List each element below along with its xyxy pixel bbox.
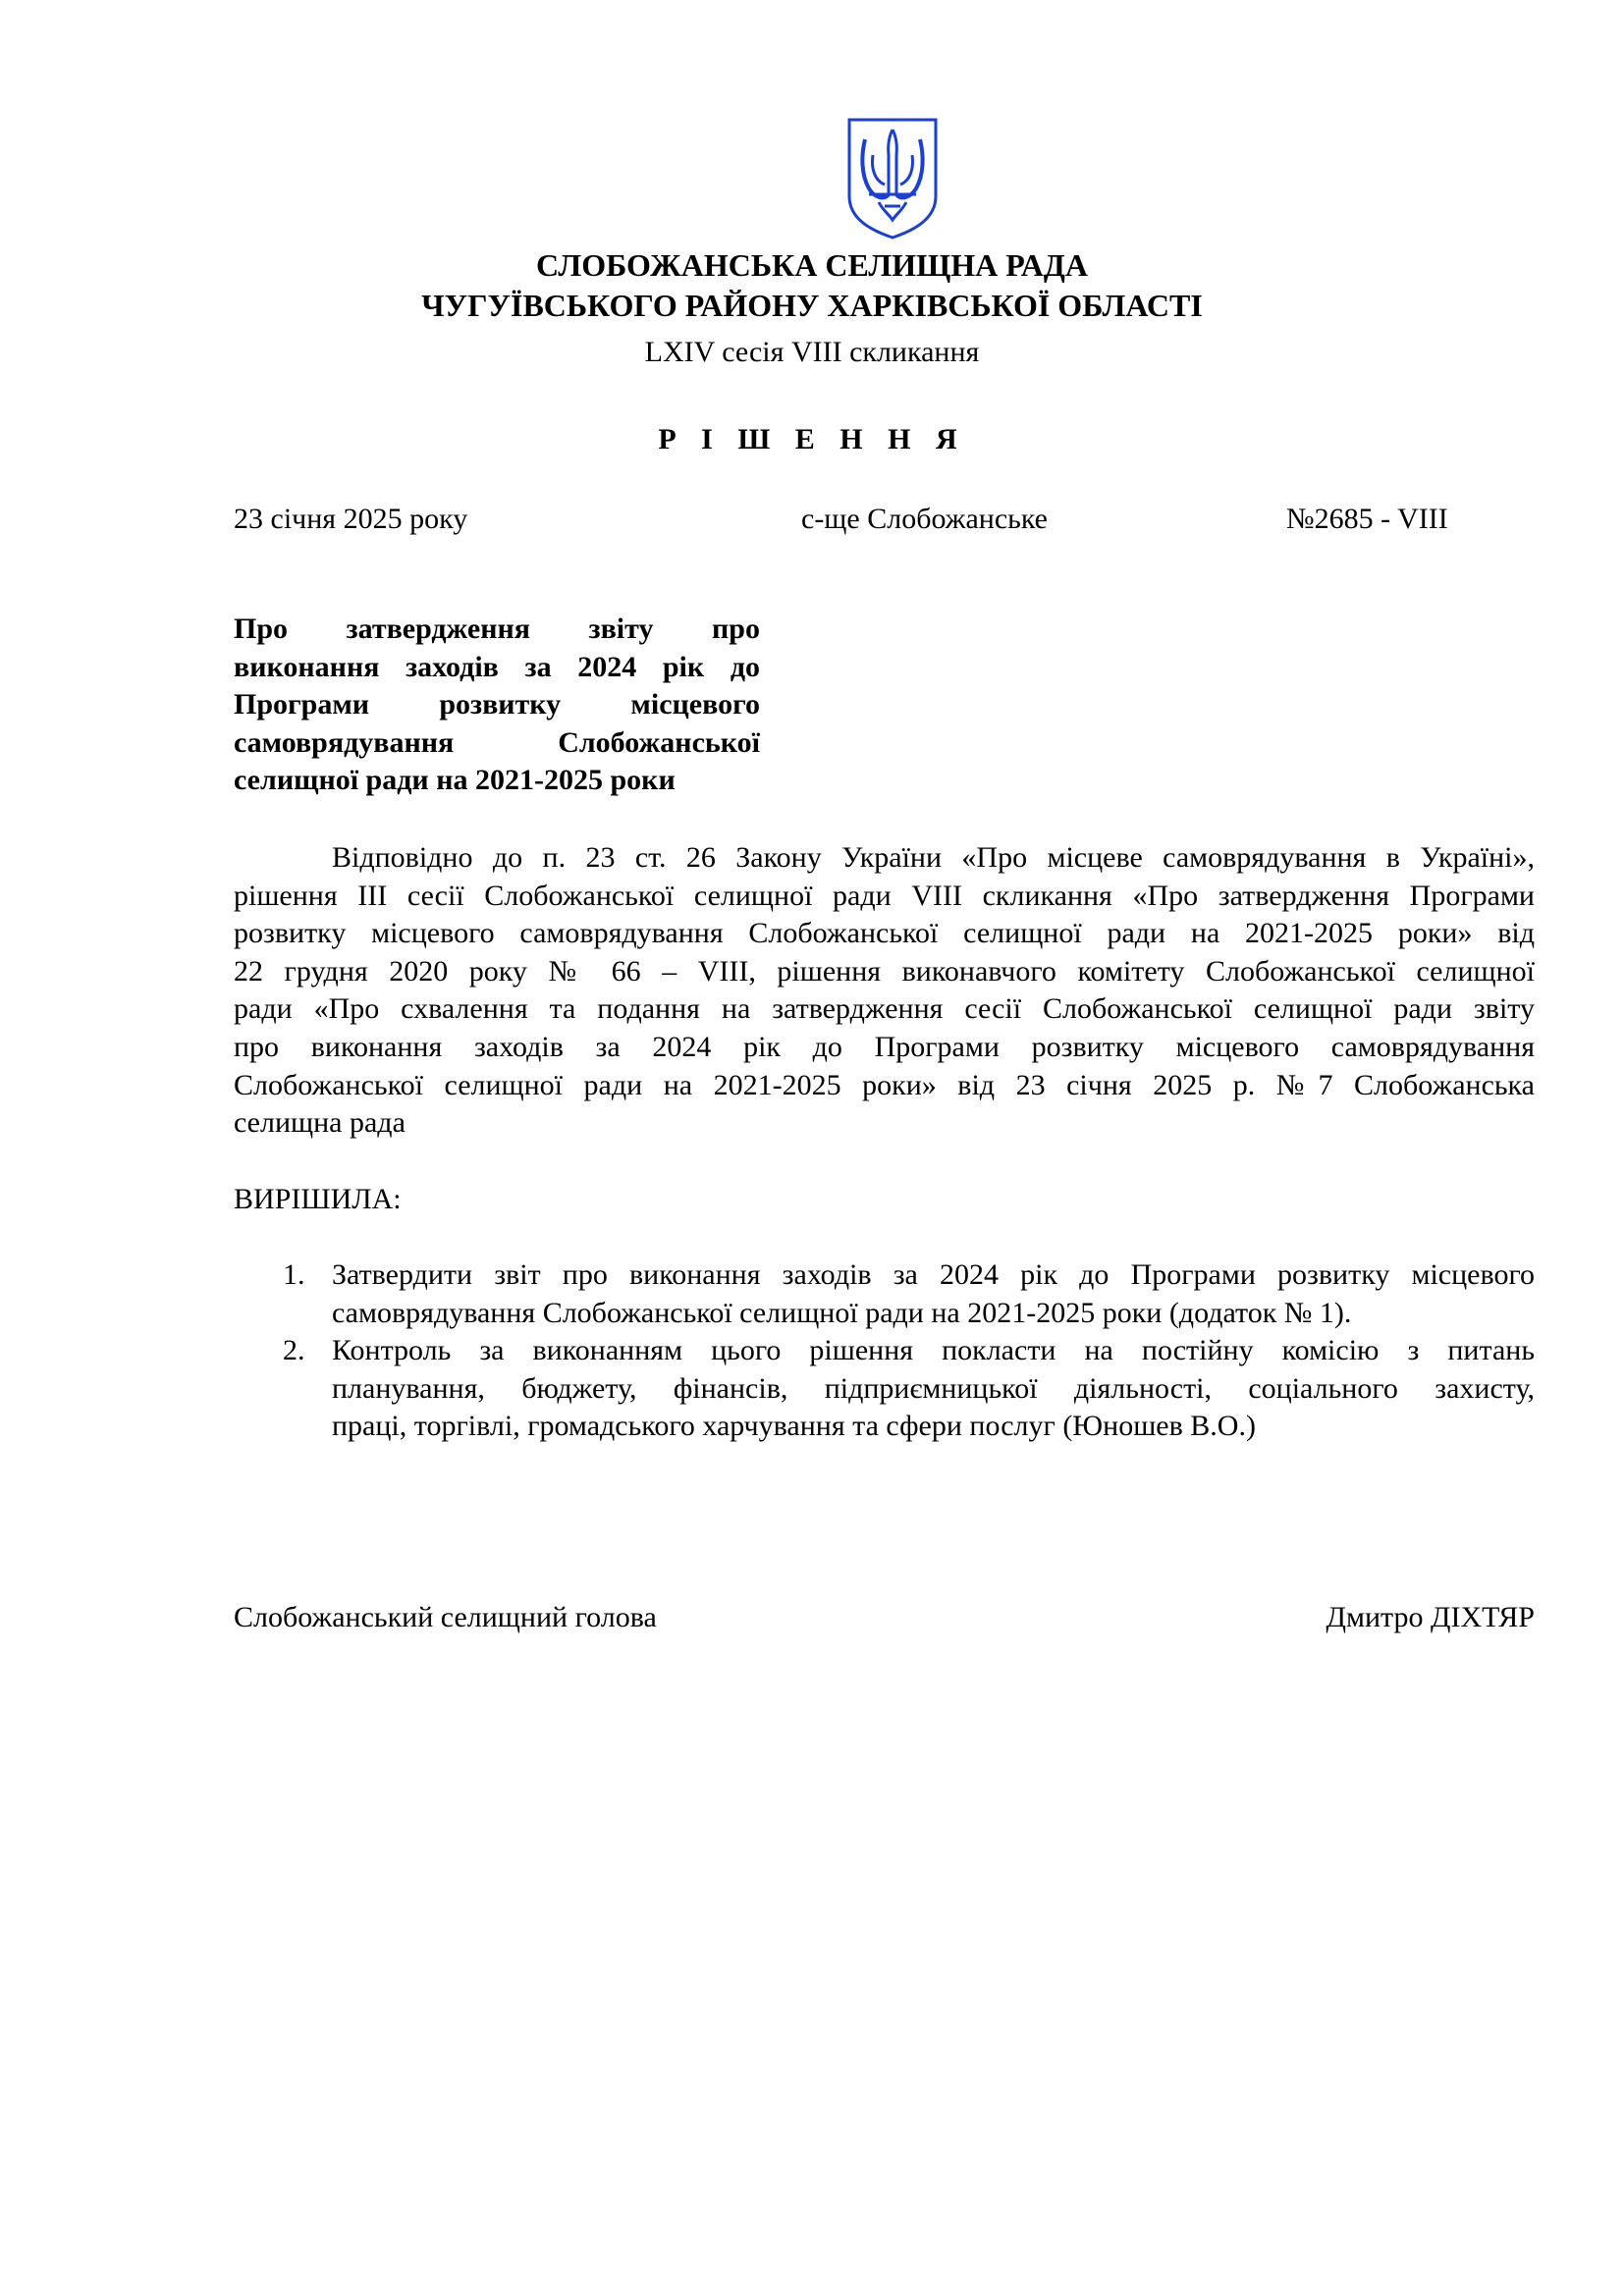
subject-line: самоврядування Слобожанської — [234, 725, 760, 759]
list-item — [234, 1332, 1535, 1446]
preamble-paragraph — [234, 839, 1535, 1143]
preamble-line: розвитку місцевого самоврядування Слобожанської селищної ради на 2021-2025 роки» від — [234, 917, 1535, 950]
preamble-line: 22 грудня 2020 року № 66 – VIII, рішення виконавчого комітету Слобожанської селищної — [234, 954, 1535, 988]
item-number: 1. — [283, 1258, 305, 1291]
decision-place: с-ще Слобожанське — [801, 503, 1048, 535]
preamble-line: ради «Про схвалення та подання на затвердження сесії Слобожанської селищної ради звіту — [234, 992, 1535, 1026]
decision-date: 23 січня 2025 року — [234, 503, 468, 535]
subject-line: Про затвердження звіту про — [234, 613, 760, 645]
district-name: ЧУГУЇВСЬКОГО РАЙОНУ ХАРКІВСЬКОЇ ОБЛАСТІ — [421, 288, 1203, 323]
preamble-line: Відповідно до п. 23 ст. 26 Закону України «Про місцеве самоврядування в Україні», — [332, 841, 1535, 874]
preamble-line: рішення ІІІ сесії Слобожанської селищної ради VIII скликання «Про затвердження Програми — [234, 879, 1535, 912]
subject-line: виконання заходів за 2024 рік до — [234, 650, 760, 683]
item-line: Контроль за виконанням цього рішення покласти на постійну комісію з питань — [332, 1334, 1535, 1367]
preamble-line: про виконання заходів за 2024 рік до Програми розвитку місцевого самоврядування — [234, 1030, 1535, 1063]
decided-heading: ВИРІШИЛА: — [234, 1183, 402, 1215]
coat-of-arms-icon — [845, 116, 940, 241]
preamble-line: Слобожанської селищної ради на 2021-2025 роки» від 23 січня 2025 р. №7 Слобожанська — [234, 1068, 1535, 1101]
item-line: планування, бюджету, фінансів, підприємницької діяльності, соціального захисту, — [332, 1371, 1535, 1405]
session-line: LXIV сесія VIII скликання — [644, 336, 980, 368]
subject-line: селищної ради на 2021-2025 роки — [234, 764, 676, 796]
signatory-name: Дмитро ДІХТЯР — [1326, 1601, 1535, 1633]
signatory-position: Слобожанський селищний голова — [234, 1601, 657, 1633]
council-name: СЛОБОЖАНСЬКА СЕЛИЩНА РАДА — [536, 247, 1088, 283]
subject-line: Програми розвитку місцевого — [234, 688, 760, 721]
preamble-line: селищна рада — [234, 1106, 406, 1140]
decision-number: №2685 - VIII — [1286, 503, 1448, 535]
decision-items — [234, 1256, 1535, 1446]
document-title: Р І Ш Е Н Н Я — [658, 423, 966, 455]
item-line: Затвердити звіт про виконання заходів за 2024 рік до Програми розвитку місцевого — [332, 1258, 1535, 1291]
item-line: самоврядування Слобожанської селищної ради на 2021-2025 роки (додаток № 1). — [332, 1296, 1352, 1329]
item-line: праці, торгівлі, громадського харчування та сфери послуг (Юношев В.О.) — [332, 1410, 1256, 1443]
item-number: 2. — [283, 1334, 305, 1367]
decision-subject — [234, 611, 760, 800]
list-item — [234, 1256, 1535, 1332]
